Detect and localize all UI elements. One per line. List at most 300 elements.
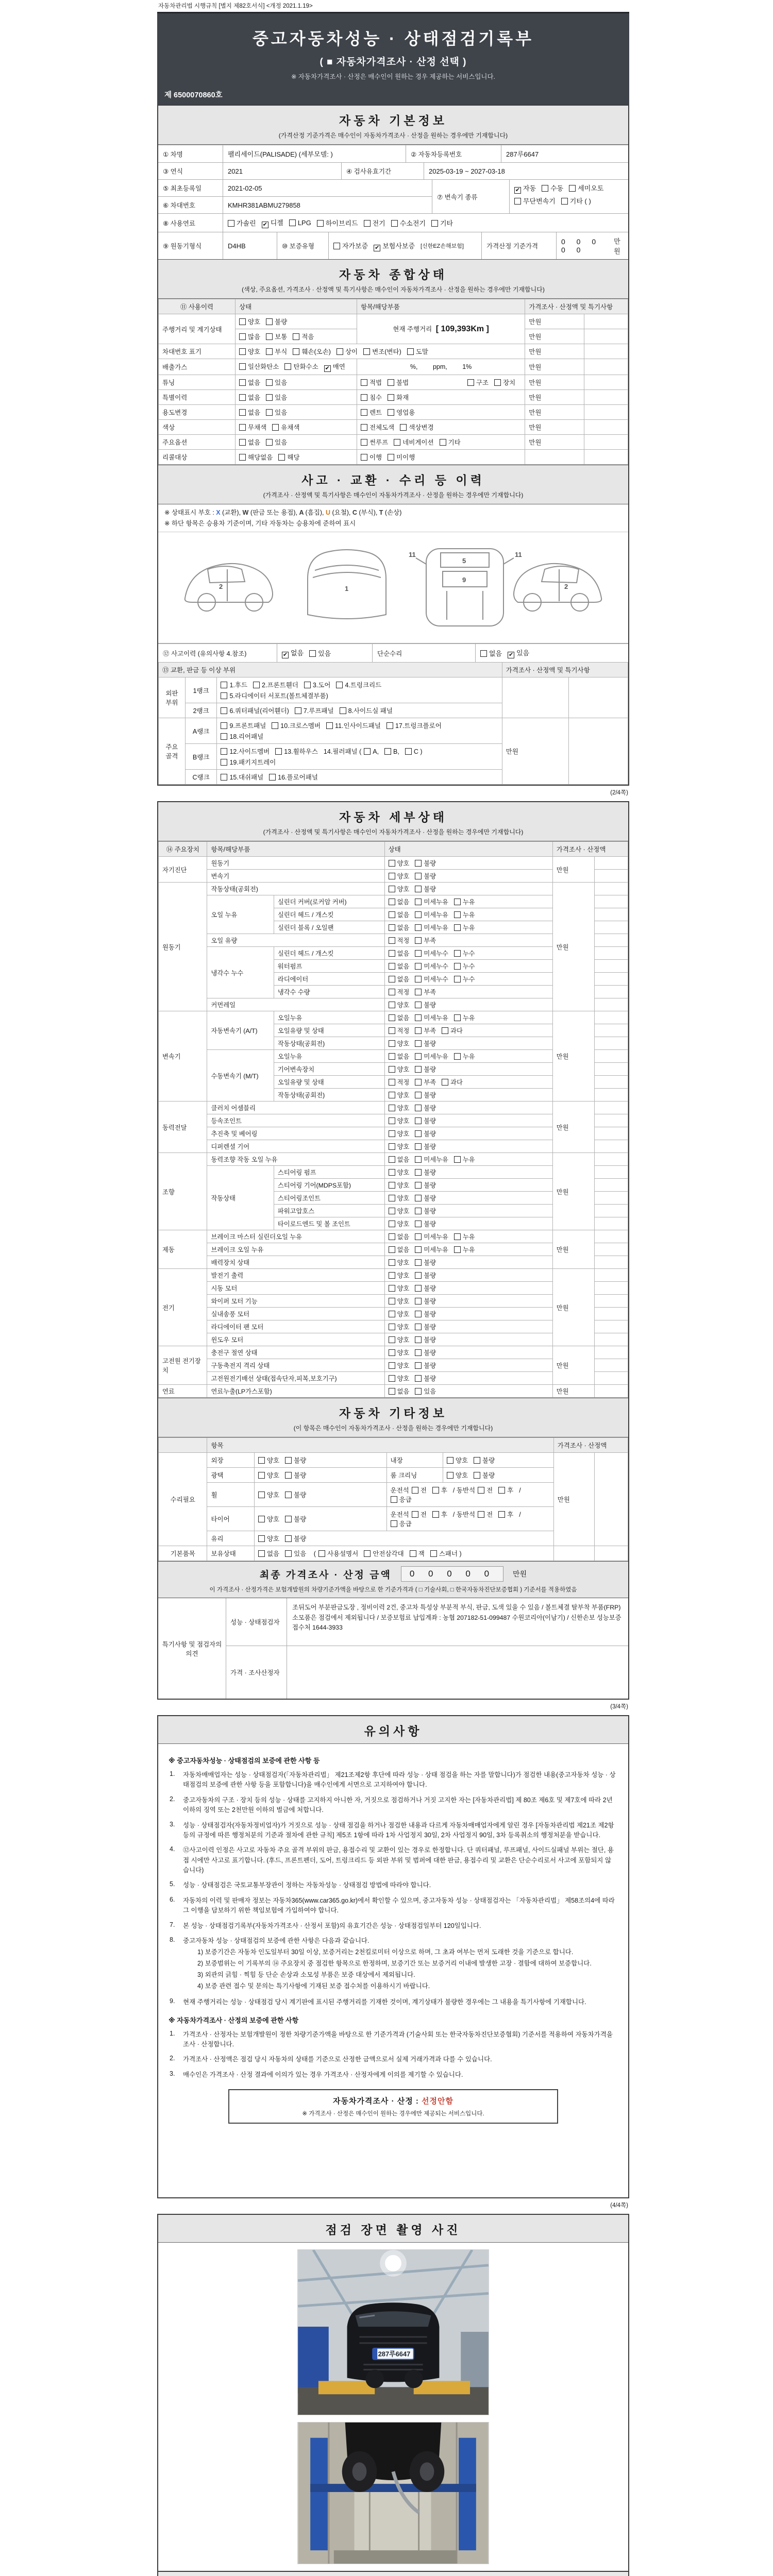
detail-item-label: 라디에이터 (274, 973, 384, 986)
checkbox (361, 424, 367, 431)
rankC-label: C랭크 (185, 770, 217, 785)
checkbox (480, 650, 487, 657)
photos-header (158, 2215, 628, 2243)
detail-state-options (384, 1140, 552, 1153)
checkbox-option (361, 408, 382, 417)
checkbox-option (480, 648, 502, 658)
checkbox-option (432, 1510, 447, 1519)
option-label: 무채색 (248, 424, 267, 431)
main-options-price: 만원 (525, 435, 584, 450)
col-device: ⑭ 주요장치 (159, 842, 207, 857)
checkbox-option (389, 1142, 410, 1151)
checkbox-option (388, 452, 415, 462)
notices-title: 유의사항 (364, 1724, 423, 1738)
option-label: 적정 (397, 1027, 410, 1035)
checkbox (454, 1233, 461, 1240)
option-label: 17.트렁크플로어 (395, 722, 442, 730)
notice-item (170, 2070, 617, 2080)
option-label: 없음 (397, 1388, 410, 1395)
checkbox-option (278, 452, 299, 462)
checkbox-option (389, 1296, 410, 1306)
tuning-note (584, 375, 628, 390)
mileage-label: 주행거리 및 계기상태 (159, 314, 236, 344)
checkbox (239, 409, 246, 416)
checkbox (415, 1079, 422, 1086)
option-label: 있음 (275, 394, 288, 401)
checkbox-option (239, 408, 260, 417)
tire-position-options (386, 1507, 553, 1531)
vehicle-diagram-svg (158, 537, 628, 638)
checkbox (389, 1195, 395, 1201)
notice-item (170, 1770, 617, 1790)
checkbox (415, 911, 422, 918)
notice-item-number: 3. (170, 2070, 175, 2077)
checkbox-option (269, 772, 318, 782)
legend-label: ※ 상태표시 부호 : (164, 509, 216, 516)
checkbox-option (389, 1232, 410, 1241)
detail-note-cell (595, 1346, 628, 1359)
option-label: 없음 (397, 976, 410, 983)
checkbox (389, 1169, 395, 1176)
checkbox-option (415, 974, 448, 984)
detail-table (158, 841, 628, 1398)
checkbox-option (415, 1103, 436, 1112)
detail-subgroup-label: 오일 누유 (207, 895, 274, 934)
checkbox-option (309, 648, 331, 658)
checkbox-option (415, 1013, 448, 1022)
notice-item (170, 1845, 617, 1875)
detail-note-cell (595, 1385, 628, 1398)
selection-box-value: 선정안함 (422, 2097, 454, 2106)
checkbox-option (389, 1258, 410, 1267)
checkbox-option (415, 871, 436, 880)
checkbox-option (221, 757, 276, 767)
notice-item-text: 성능 · 상태점검은 국토교통부장관이 정하는 자동차성능 · 상태점검 방법에 따라야 합니다. (183, 1882, 431, 1889)
checkbox-option (389, 1129, 410, 1138)
option-label: 8.사이드실 패널 (348, 707, 393, 715)
detail-item-label: 클러치 어셈블리 (207, 1101, 384, 1114)
vin-marking-options (236, 344, 525, 359)
option-label: 부식 (275, 348, 288, 355)
option-label: 렌트 (369, 409, 382, 416)
tire-label: 타이어 (207, 1507, 255, 1531)
checkbox (474, 1472, 480, 1479)
checkbox-option (293, 332, 314, 341)
detail-row (159, 1153, 628, 1166)
checkbox-option (221, 732, 263, 741)
diagram-number-9: 9 (462, 576, 466, 584)
checkbox (415, 1349, 422, 1356)
checkbox-option (266, 437, 287, 447)
checkbox (388, 379, 394, 386)
exchange-label: ⑬ 교환, 판금 등 이상 부위 (159, 663, 502, 677)
wheel-position-options (386, 1483, 553, 1507)
checkbox-option (415, 961, 448, 971)
checkbox (337, 348, 343, 355)
notice-item (170, 1880, 617, 1890)
detail-state-options (384, 1205, 552, 1217)
glass-label: 유리 (207, 1531, 255, 1546)
color-kind-options (357, 420, 525, 435)
checkbox-option (498, 1510, 513, 1519)
mileage-current-value: [ 109,393Km ] (435, 325, 489, 333)
checkbox-option (415, 936, 436, 945)
checkbox (415, 1233, 422, 1240)
checkbox (389, 1143, 395, 1150)
diagram-front (308, 550, 386, 619)
detail-item-label: 배력장치 상태 (207, 1256, 384, 1269)
checkbox (389, 924, 395, 931)
option-label: 불량 (424, 1092, 436, 1099)
checkbox (415, 1130, 422, 1137)
detail-state-options (384, 895, 552, 908)
option-label: 누유 (462, 924, 475, 931)
checkbox (415, 1298, 422, 1304)
option-label: 네비게이션 (402, 439, 434, 446)
option-prefix: / (519, 1511, 521, 1518)
checkbox-option (389, 910, 410, 919)
rank1-items (217, 677, 502, 703)
checkbox (389, 1221, 395, 1227)
checkbox (258, 1550, 265, 1557)
checkbox (389, 976, 395, 982)
checkbox-option (272, 721, 321, 730)
row-accident-history (158, 643, 628, 662)
detail-item-label: 오일유량 및 상태 (274, 1076, 384, 1089)
checkbox-option (478, 1510, 493, 1519)
checkbox-option (239, 437, 260, 447)
option-label: 도말 (415, 348, 428, 355)
checkbox (326, 722, 333, 729)
device-group-label: 고전원 전기장치 (159, 1346, 207, 1385)
detail-note-cell (595, 973, 628, 986)
checkbox (266, 333, 273, 340)
row-main-options (159, 435, 628, 450)
frame-price: 만원 (502, 718, 568, 785)
detail-note-cell (595, 1217, 628, 1230)
tuning-price: 만원 (525, 375, 584, 390)
fuel-label: ⑧ 사용연료 (163, 219, 195, 227)
checkbox (386, 722, 393, 729)
option-label: 양호 (397, 1362, 410, 1369)
checkbox (454, 963, 461, 970)
detail-row (159, 883, 628, 895)
tuning-options (236, 375, 357, 390)
option-label: 불량 (275, 318, 288, 326)
checkbox-option (474, 1455, 495, 1465)
recall-options (236, 450, 357, 465)
rankB-line1 (221, 747, 498, 756)
detail-group-price: 만원 (552, 1385, 595, 1398)
checkbox-option (415, 1026, 436, 1035)
detail-state-options (384, 1282, 552, 1295)
checkbox-option (498, 1485, 513, 1495)
usage-change-price: 만원 (525, 405, 584, 420)
option-label: 이행 (369, 454, 382, 461)
checkbox-option (415, 1232, 448, 1241)
option-label: 불량 (482, 1472, 495, 1479)
checkbox (266, 439, 273, 446)
checkbox (415, 1014, 422, 1021)
option-label: 부족 (424, 937, 436, 944)
option-prefix: / (519, 1487, 521, 1494)
checkbox-option (284, 362, 318, 371)
checkbox-option (415, 1090, 436, 1099)
checkbox-option (363, 347, 401, 356)
option-prefix: / 동반석 (452, 1487, 476, 1494)
checkbox-option (389, 1116, 410, 1125)
emission-label: 배출가스 (159, 359, 236, 375)
notice-item-text: 본 성능 · 상태점검기록부(자동차가격조사 · 산정서 포함)의 유효기간은 성능 · 상태점검일부터 120일입니다. (183, 1922, 481, 1929)
checkbox-option (389, 948, 410, 958)
checkbox (389, 860, 395, 867)
checkbox-option (389, 1064, 410, 1074)
option-label: 양호 (397, 1143, 410, 1150)
checkbox-option (293, 347, 331, 356)
checkbox-option (415, 1193, 436, 1202)
checkbox-option (221, 680, 247, 689)
etc-header (158, 1398, 628, 1437)
option-label: 불량 (424, 860, 436, 867)
detail-state-options (384, 986, 552, 998)
row-fuel (158, 213, 628, 232)
option-label: 자가보증 (342, 242, 368, 250)
accident-title: 사고 · 교환 · 수리 등 이력 (301, 473, 485, 487)
recall-price (525, 450, 584, 465)
checkbox (432, 1487, 439, 1494)
checkbox-option (405, 748, 423, 755)
detail-state-options (384, 1063, 552, 1076)
option-prefix: 운전석 (390, 1511, 409, 1518)
option-label: 양호 (397, 1002, 410, 1009)
mileage-note-1 (584, 314, 628, 329)
vehicle-diagrams (158, 532, 628, 643)
option-label: A, (373, 748, 379, 755)
detail-item-label: 오일누유 (274, 1011, 384, 1024)
checkbox (415, 860, 422, 867)
legend-code-desc: (흠집), (305, 509, 326, 516)
checkbox-option (389, 1219, 410, 1228)
option-label: 스패너 ) (439, 1550, 462, 1557)
checkbox-option (389, 884, 410, 893)
checkbox-option (275, 747, 318, 756)
checkbox (415, 1311, 422, 1317)
detail-state-options (384, 921, 552, 934)
detail-note-cell (595, 960, 628, 973)
detail-item-label: 고전원전기배선 상태(접속단자,피복,보호기구) (207, 1372, 384, 1385)
detail-state-options (384, 1050, 552, 1063)
detail-item-label: 브레이크 오일 누유 (207, 1243, 384, 1256)
checkbox-option (454, 974, 475, 984)
legend-code: A (299, 509, 306, 516)
option-label: 장치 (503, 379, 516, 386)
option-label: 후 (507, 1511, 514, 1518)
notices-body (158, 1744, 628, 2197)
detail-state-options (384, 973, 552, 986)
checkbox-option (415, 1245, 448, 1254)
option-prefix: ( (313, 1550, 316, 1557)
option-label: 기타 ( ) (569, 197, 591, 205)
option-label: 있음 (516, 649, 530, 657)
checkbox-option (258, 1470, 279, 1480)
option-label: 7.루프패널 (303, 707, 334, 715)
option-label: 응급 (399, 1496, 412, 1503)
checkbox (293, 348, 299, 355)
checkbox-option (282, 648, 304, 658)
checkbox (389, 963, 395, 970)
option-label: 미세누수 (424, 963, 448, 970)
checkbox-option (415, 1155, 448, 1164)
option-label: 양호 (248, 348, 261, 355)
checkbox-option (389, 1309, 410, 1318)
diagram-number-2: 2 (219, 583, 223, 590)
overall-title: 자동차 종합상태 (339, 268, 447, 281)
accident-note: (가격조사 · 산정액 및 특기사항은 매수인이 자동차가격조사 · 산정을 원하는 경우에만 기재합니다) (263, 492, 524, 499)
checkbox-option (389, 1361, 410, 1370)
detail-state-options (384, 1179, 552, 1192)
checkbox-option (415, 884, 436, 893)
detail-state-options (384, 1076, 552, 1089)
checkbox (431, 220, 438, 227)
checkbox-option (333, 241, 368, 250)
checkbox-option (569, 183, 603, 193)
device-group-label: 전기 (159, 1269, 207, 1346)
exchange-price-col: 가격조사 · 산정액 및 특기사항 (502, 663, 628, 677)
detail-note-cell (595, 1076, 628, 1089)
checkbox (415, 1285, 422, 1292)
option-label: 부족 (424, 1027, 436, 1035)
checkbox (415, 1246, 422, 1253)
special-history-options (236, 390, 357, 405)
detail-item-label: 스티어링 펌프 (274, 1166, 384, 1179)
option-label: 15.대쉬패널 (229, 774, 264, 781)
checkbox (266, 318, 273, 325)
checkbox (266, 348, 273, 355)
holding-state-options (254, 1546, 553, 1561)
checkbox (474, 1457, 480, 1464)
option-label: 가솔린 (237, 219, 256, 227)
checkbox-option (389, 1193, 410, 1202)
detail-state-options (384, 1153, 552, 1166)
inspector-opinion-text: 조뒤도어 부분판금도장 , 정비이력 2건, 중고차 특성상 부분적 부식, 판금, 도색 있을 수 있음 / 볼트체결 탈부착 부품(FRP)소모품은 점검에서 제외됩니다 / 보증보험료 납입계좌 : 농협 207182-51-099487 수원코리아(이남기) / 신한손보 성능보증 접수처 1644-3933 (292, 1604, 621, 1632)
checkbox (454, 1246, 461, 1253)
checkbox (228, 220, 234, 227)
checked-checkbox: ✔ (509, 652, 514, 658)
rankA-items (217, 718, 502, 744)
rankA-line2 (221, 732, 498, 741)
engine-type-label: ⑨ 원동기형식 (163, 243, 202, 250)
checkbox (454, 1053, 461, 1060)
warranty-insurer: [신한EZ손해보험] (421, 243, 464, 249)
checkbox-option (508, 648, 529, 658)
option-label: 상이 (345, 348, 358, 355)
checkbox-option (400, 422, 433, 432)
checkbox-option (266, 378, 287, 387)
checkbox-option (415, 1270, 436, 1280)
color-price: 만원 (525, 420, 584, 435)
inspection-valid-value: 2025-03-19 ~ 2027-03-18 (424, 163, 628, 179)
detail-item-label: 작동상태(공회전) (274, 1037, 384, 1050)
tuning-kind-options (467, 378, 521, 387)
option-label: 불량 (482, 1457, 495, 1464)
checkbox (258, 1457, 265, 1464)
option-label: 미세누유 (424, 924, 448, 931)
checkbox-option (407, 347, 428, 356)
checkbox-option (412, 1485, 427, 1495)
option-label: 전 (486, 1511, 493, 1518)
opinions-section (158, 1598, 628, 1699)
option-label: 적정 (397, 937, 410, 944)
checkbox (415, 1195, 422, 1201)
checkbox (415, 1105, 422, 1111)
checkbox-option (415, 858, 436, 868)
col-state: 상태 (236, 299, 357, 314)
checkbox (389, 1259, 395, 1266)
mileage-note-2 (584, 329, 628, 344)
checkbox (389, 1272, 395, 1279)
checkbox-option (415, 910, 448, 919)
detail-group-price: 만원 (552, 1346, 595, 1385)
checkbox-option (389, 1039, 410, 1048)
notice-item-number: 7. (170, 1921, 175, 1928)
detail-col-header (159, 842, 628, 857)
checkbox (239, 348, 246, 355)
legend-code-desc: (판금 또는 용접), (250, 509, 299, 516)
checkbox (269, 774, 276, 781)
detail-note-cell (595, 921, 628, 934)
checkbox (361, 379, 367, 386)
checkbox-option (415, 1039, 436, 1048)
page-marker-3: (3/4쪽) (610, 1704, 628, 1710)
detail-state-options (384, 1269, 552, 1282)
etc-col-header (159, 1438, 628, 1453)
vin-marking-price: 만원 (525, 344, 584, 359)
checkbox (221, 682, 227, 688)
checkbox-option (415, 1219, 436, 1228)
rank2-label: 2랭크 (185, 703, 217, 718)
option-label: 누유 (462, 1014, 475, 1022)
checkbox (389, 1311, 395, 1317)
checkbox-option (221, 706, 289, 715)
option-label: 불량 (424, 1130, 436, 1138)
checkbox-option (239, 332, 260, 341)
legend-code: T (379, 509, 385, 516)
option-prefix: 14.필러패널 ( (323, 748, 362, 755)
detail-note-cell (595, 1243, 628, 1256)
detail-row (159, 1230, 628, 1243)
mileage-current (357, 314, 525, 344)
accident-header (158, 465, 628, 504)
checkbox (478, 1511, 484, 1518)
rankB-label: B랭크 (185, 744, 217, 770)
vin-marking-label: 차대번호 표기 (159, 344, 236, 359)
base-price-unit: 만원 (614, 238, 620, 255)
option-label: 양호 (397, 1324, 410, 1331)
checkbox-option (361, 437, 388, 447)
notices-header (158, 1716, 628, 1744)
special-history-price: 만원 (525, 390, 584, 405)
option-label: 양호 (266, 1492, 280, 1499)
checkbox-option (389, 1283, 410, 1293)
emission-note (584, 359, 628, 375)
option-label: 전 (420, 1511, 427, 1518)
checkbox (285, 1492, 292, 1498)
checkbox-option (221, 772, 263, 782)
checkbox (415, 1027, 422, 1034)
main-options-label: 주요옵션 (159, 435, 236, 450)
option-label: 16.플로어패널 (278, 774, 318, 781)
car-name-label: ① 차명 (163, 150, 183, 158)
